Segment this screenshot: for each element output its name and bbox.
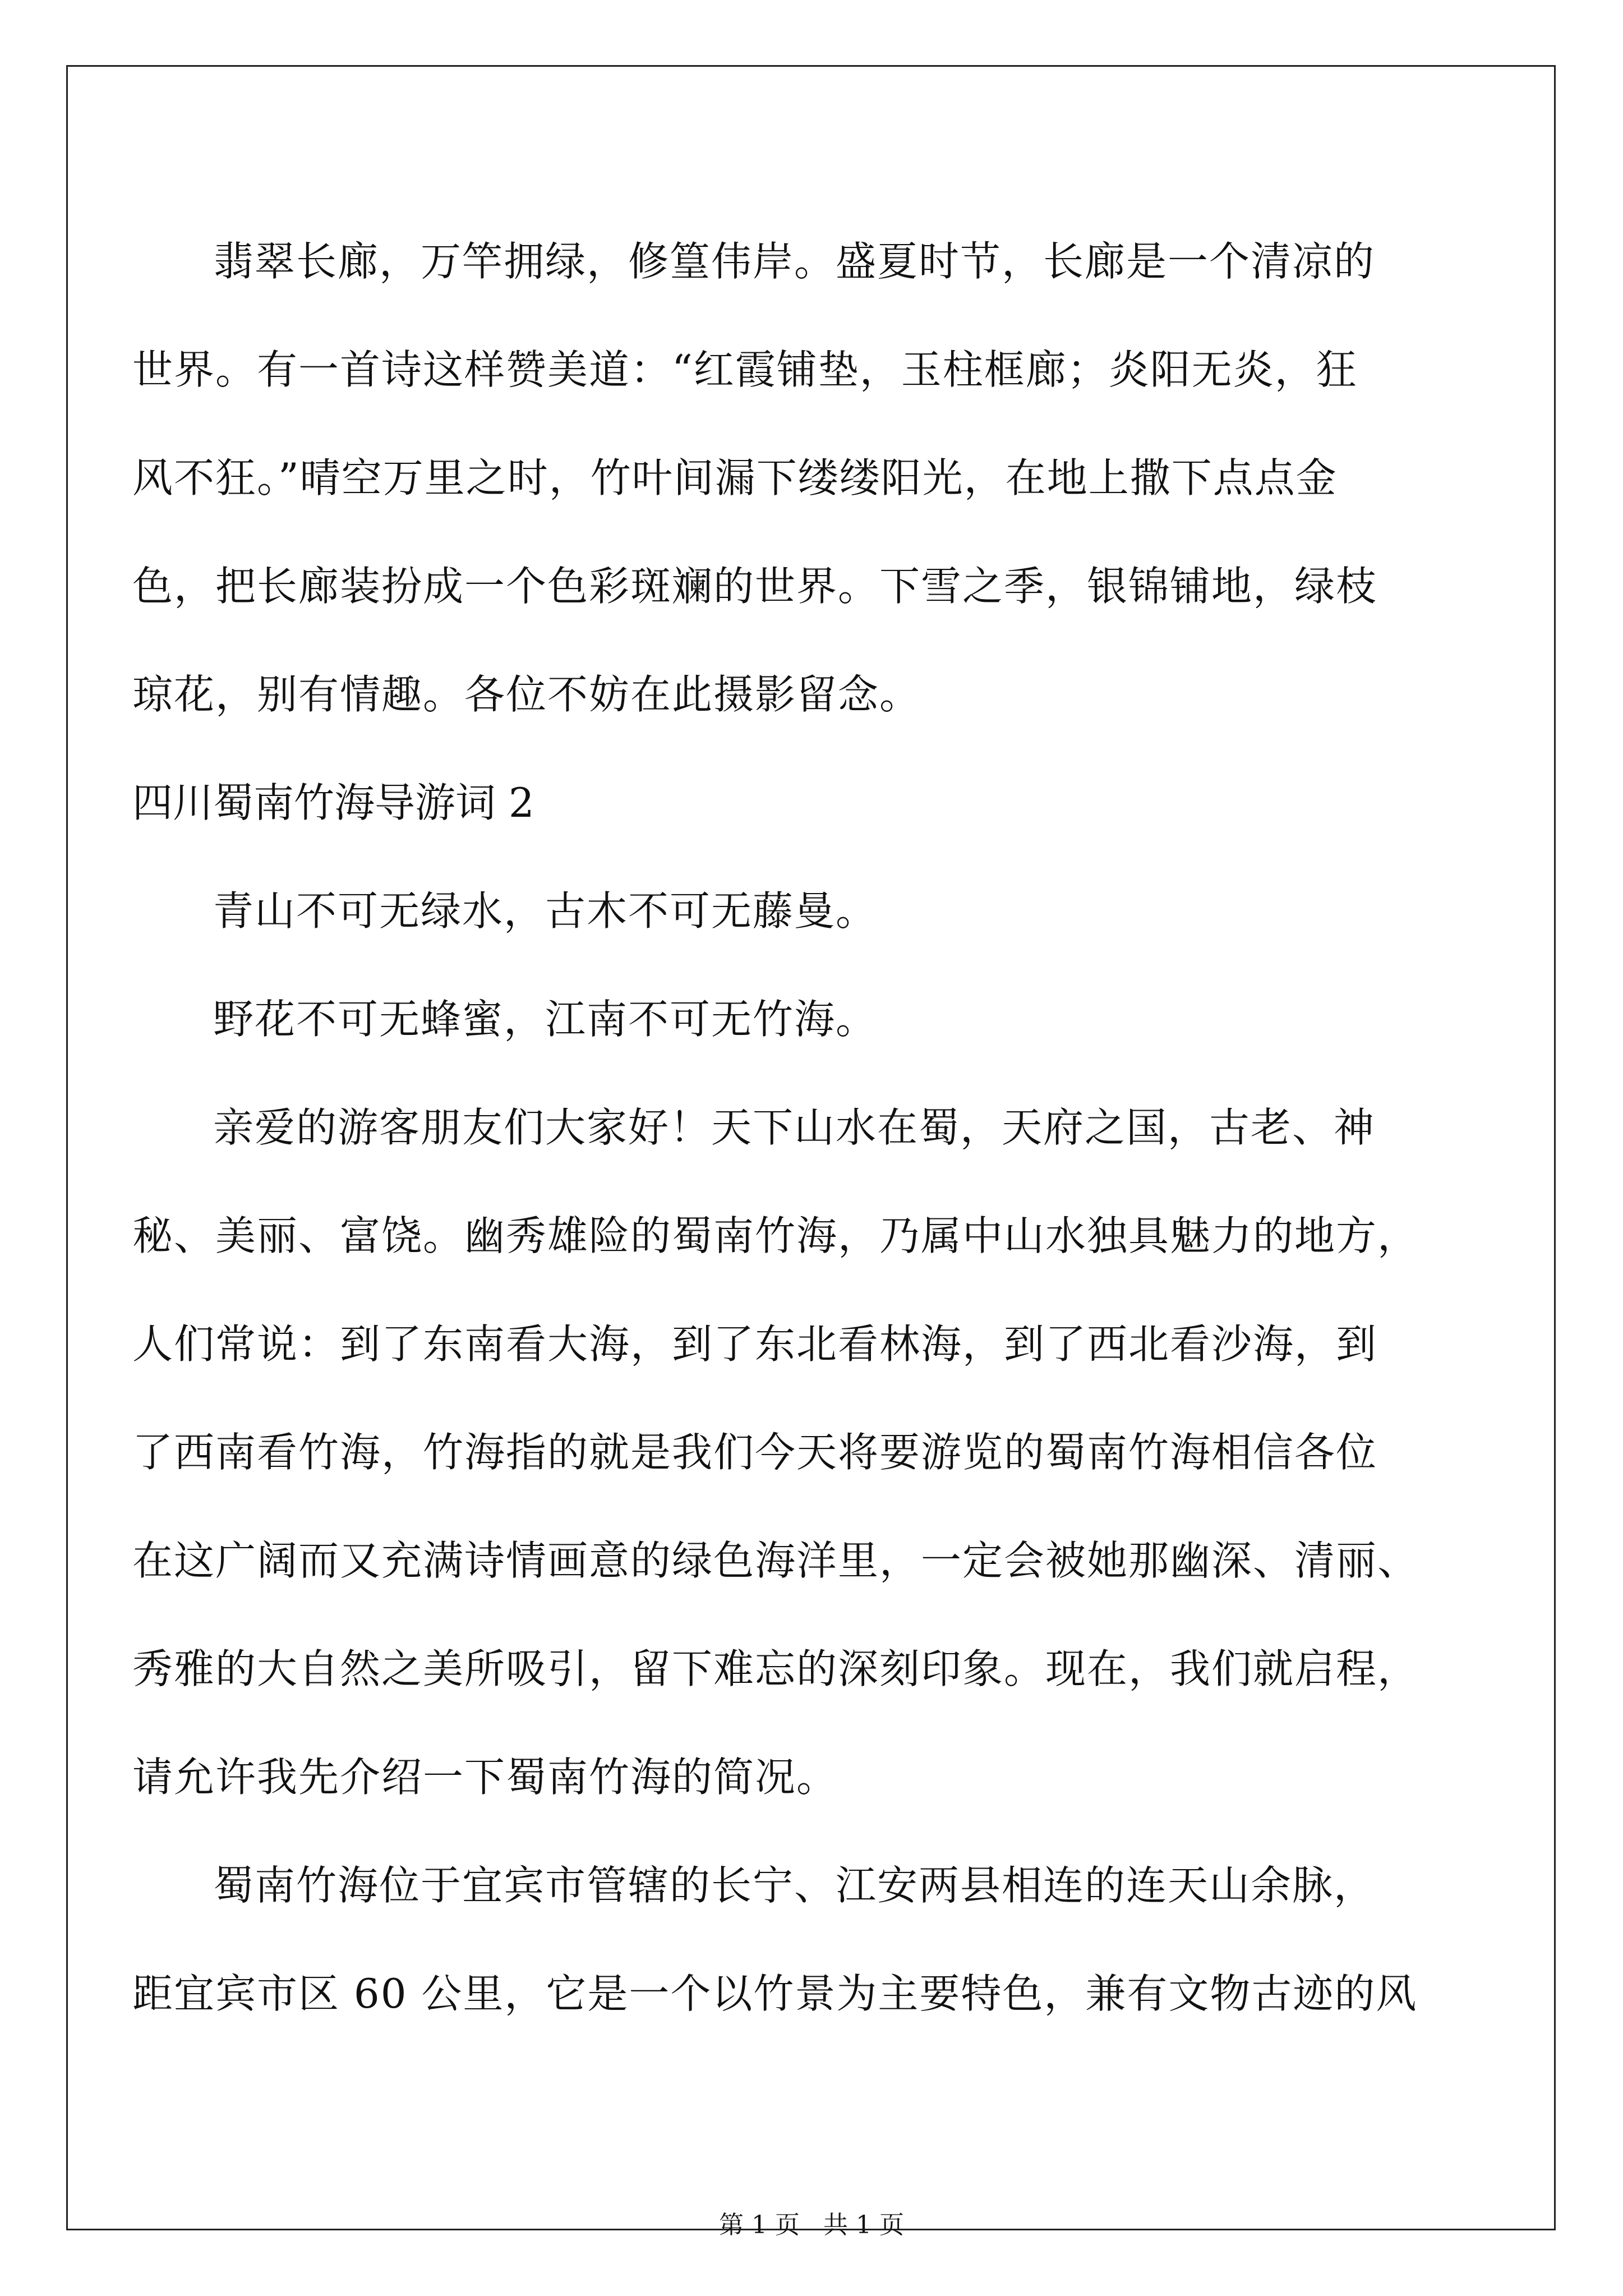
poem-line: 野花不可无蜂蜜，江南不可无竹海。 bbox=[213, 996, 878, 1043]
text-line: 了西南看竹海，竹海指的就是我们今天将要游览的蜀南竹海相信各位 bbox=[132, 1429, 1378, 1476]
text-line: 世界。有一首诗这样赞美道：“红霞铺垫，玉柱框廊；炎阳无炎，狂 bbox=[132, 346, 1358, 393]
text-line: 秘、美丽、富饶。幽秀雄险的蜀南竹海，乃属中山水独具魅力的地方， bbox=[132, 1212, 1419, 1259]
text-line: 琼花，别有情趣。各位不妨在此摄影留念。 bbox=[132, 671, 921, 718]
text-line: 在这广阔而又充满诗情画意的绿色海洋里，一定会被她那幽深、清丽、 bbox=[132, 1537, 1419, 1584]
text-line: 距宜宾市区 60 公里，它是一个以竹景为主要特色，兼有文物古迹的风 bbox=[132, 1970, 1418, 2017]
text-line: 人们常说：到了东南看大海，到了东北看林海，到了西北看沙海，到 bbox=[132, 1320, 1378, 1368]
text-line: 亲爱的游客朋友们大家好！天下山水在蜀，天府之国，古老、神 bbox=[213, 1104, 1376, 1151]
section-heading: 四川蜀南竹海导游词 2 bbox=[132, 779, 534, 826]
text-line: 翡翠长廊，万竿拥绿，修篁伟岸。盛夏时节，长廊是一个清凉的 bbox=[213, 238, 1376, 285]
page-footer bbox=[0, 2205, 1623, 2240]
page-number: 第 1 页 bbox=[719, 2211, 800, 2239]
text-line: 色，把长廊装扮成一个色彩斑斓的世界。下雪之季，银锦铺地，绿枝 bbox=[132, 563, 1378, 610]
text-line: 蜀南竹海位于宜宾市管辖的长宁、江安两县相连的连天山余脉， bbox=[213, 1862, 1376, 1909]
page-total: 共 1 页 bbox=[823, 2211, 904, 2239]
text-line: 请允许我先介绍一下蜀南竹海的简况。 bbox=[132, 1754, 838, 1801]
text-line: 风不狂。”晴空万里之时，竹叶间漏下缕缕阳光，在地上撒下点点金 bbox=[132, 454, 1338, 501]
text-line: 秀雅的大自然之美所吸引，留下难忘的深刻印象。现在，我们就启程， bbox=[132, 1645, 1419, 1692]
poem-line: 青山不可无绿水，古木不可无藤曼。 bbox=[213, 887, 878, 935]
